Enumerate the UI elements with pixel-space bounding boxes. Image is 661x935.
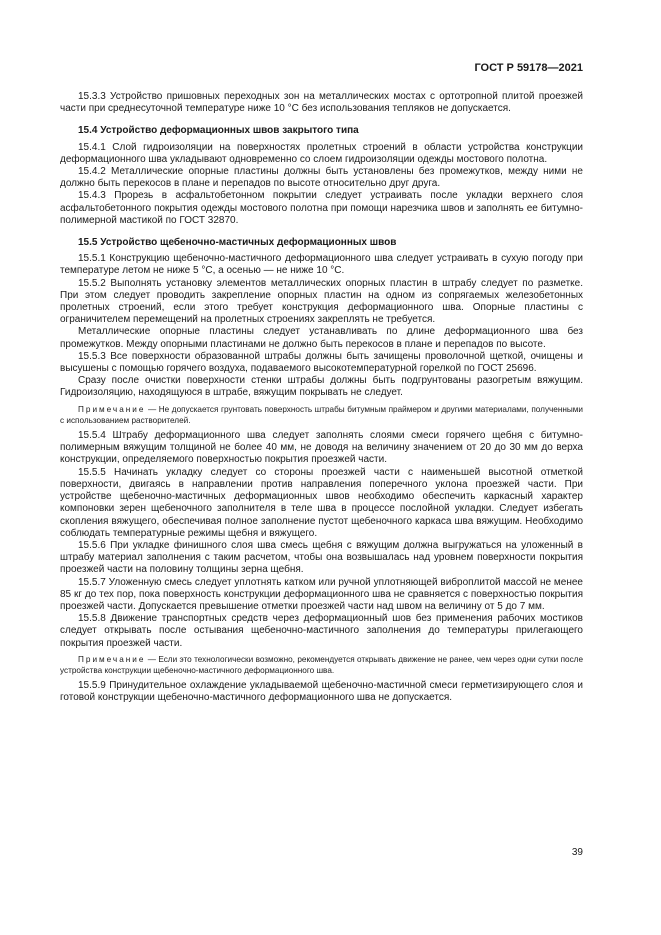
clause-15-4-1: 15.4.1 Слой гидроизоляции на поверхностях пролетных строений в области устройства конструкции деформационного шва укладывают одновременно со слоем гидроизоляции одежды мостового полотна. — [60, 141, 583, 165]
clause-15-4-3: 15.4.3 Прорезь в асфальтобетонном покрытии следует устраивать после укладки верхнего слоя асфальтобетонного покрытия одежды мостового полотна при помощи нарезчика швов и заполнять ее битумно-полимерной мастикой по ГОСТ 32870. — [60, 190, 583, 226]
clause-15-5-8: 15.5.8 Движение транспортных средств через деформационный шов без применения рабочих мостиков следует открывать после остывания щебеночно-мастичного заполнения до температуры прилегающего покрытия проезжей части. — [60, 613, 583, 649]
clause-15-5-3-cont: Сразу после очистки поверхности стенки штрабы должны быть подгрунтованы разогретым вяжущим. Гидроизоляцию, находящуюся в штрабе, вяжущим покрывать не следует. — [60, 375, 583, 399]
clause-15-5-9: 15.5.9 Принудительное охлаждение укладываемой щебеночно-мастичной смеси герметизирующего слоя и готовой конструкции щебеночно-мастичного деформационного шва не допускается. — [60, 680, 583, 704]
clause-15-5-1: 15.5.1 Конструкцию щебеночно-мастичного деформационного шва следует устраивать в сухую погоду при температуре летом не ниже 5 °С, а осенью — не ниже 10 °С. — [60, 253, 583, 277]
note-1 — [60, 404, 583, 426]
note-label: Примечание — [78, 654, 146, 664]
note-text: — Не допускается грунтовать поверхность штрабы битумным праймером и другими материалами, полученными с использованием растворителей. — [60, 404, 583, 425]
section-heading-15-4: 15.4 Устройство деформационных швов закрытого типа — [78, 125, 359, 137]
note-2 — [60, 654, 583, 676]
clause-15-5-3: 15.5.3 Все поверхности образованной штрабы должны быть зачищены проволочной щеткой, очищены и высушены с помощью горячего воздуха, подаваемого высокотемпературной горелкой по ГОСТ 25696. — [60, 350, 583, 375]
clause-15-5-6: 15.5.6 При укладке финишного слоя шва смесь щебня с вяжущим должна выгружаться на уложенный в штрабу материал заполнения с таким расчетом, чтобы она возвышалась над уровнем поверхности покрытия проезжей части на половину толщины зерна щебня. — [60, 539, 583, 576]
document-body — [60, 91, 583, 705]
clause-15-5-2-cont: Металлические опорные пластины следует устанавливать по длине деформационного шва без промежутков. Между опорными пластинами не должно быть перекосов в плане и перепадов по высоте. — [60, 326, 583, 350]
document-id: ГОСТ Р 59178—2021 — [474, 62, 583, 74]
clause-15-5-4: 15.5.4 Штрабу деформационного шва следует заполнять слоями смеси горячего щебня с битумно-полимерным вяжущим толщиной не более 40 мм, не доводя на величину значением от 20 до 30 мм до верха конструкции, определяемого поверхностью покрытия проезжей части. — [60, 430, 583, 466]
clause-15-5-7: 15.5.7 Уложенную смесь следует уплотнять катком или ручной уплотняющей виброплитой массой не менее 85 кг до тех пор, пока поверхность конструкции деформационного шва не сравняется с поверхностью покрытия проезжей части. Допускается превышение отметки проезжей части над швом на величину от 5 до 7 мм. — [60, 576, 583, 612]
page-number: 39 — [571, 847, 583, 858]
clause-15-5-2: 15.5.2 Выполнять установку элементов металлических опорных пластин в штрабу следует по разметке. При этом следует проводить закрепление опорных пластин на одном из сопрягаемых железобетонных пролетных строений, если этого требует конструкция деформационного шва. Опорные пластины с ограничителем перемещений на пролетных строениях закреплять не требуется. — [60, 277, 583, 326]
clause-15-5-5: 15.5.5 Начинать укладку следует со стороны проезжей части с наименьшей высотной отметкой поверхности, двигаясь в направлении против направления поперечного уклона проезжей части. При устройстве щебеночно-мастичных деформационных швов необходимо обеспечить каркасный характер компоновки зерен щебеночного заполнителя в теле шва в процессе послойной укладки. Следует избегать скопления вяжущего, обеспечивая полное заполнение пустот щебеночного каркаса шва вяжущим. Необходимо соблюдать температурные режимы щебня и вяжущего. — [60, 466, 583, 539]
note-label: Примечание — [78, 404, 146, 414]
section-heading-15-5: 15.5 Устройство щебеночно-мастичных деформационных швов — [78, 237, 397, 249]
clause-15-3-3: 15.3.3 Устройство пришовных переходных зон на металлических мостах с ортотропной плитой проезжей части при среднесуточной температуре ниже 10 °С без использования тепляков не допускается. — [60, 91, 583, 115]
note-text: — Если это технологически возможно, рекомендуется открывать движение не ранее, чем через одни сутки после устройства конструкции щебеночно-мастичного деформационного шва. — [60, 654, 583, 675]
clause-15-4-2: 15.4.2 Металлические опорные пластины должны быть установлены без промежутков, между ними не должно быть перекосов в плане и перепадов по высоте относительно друг друга. — [60, 166, 583, 190]
